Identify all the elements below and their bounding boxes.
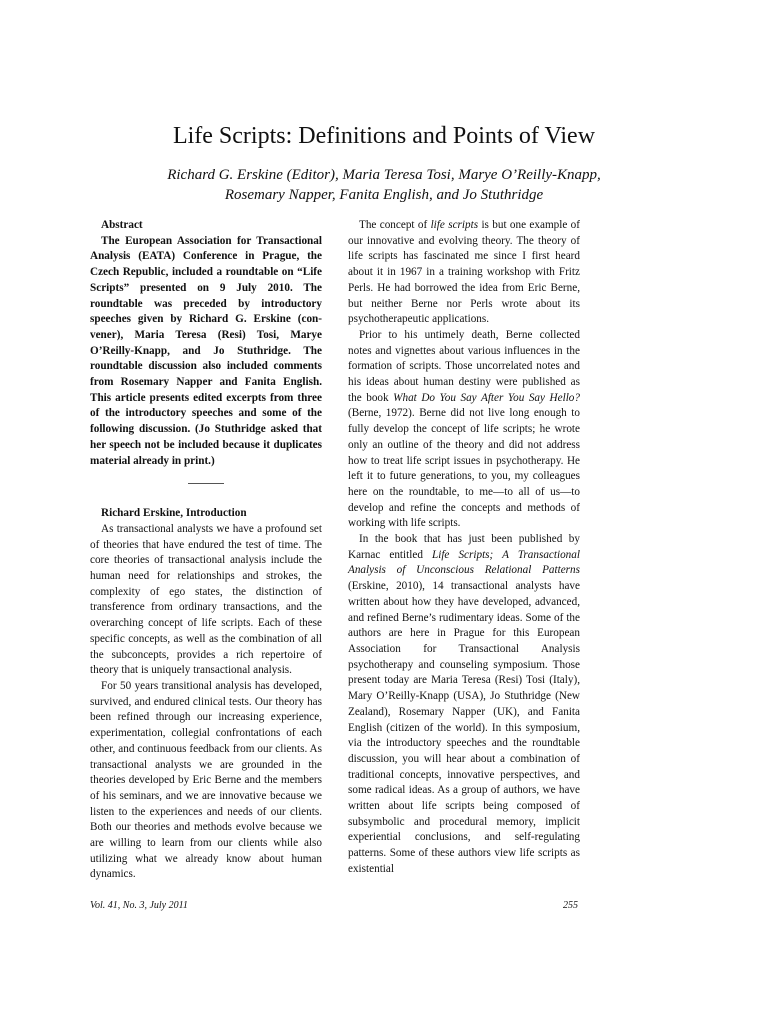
- section-heading: Richard Erskine, Introduction: [101, 507, 247, 520]
- body-paragraph: [348, 218, 580, 328]
- text-run: is but one example of our innovative and evolving theory. The theory of life scripts has fascinated me since I first heard about it in 1967 in a training workshop with Fritz Perls. He had borrowed the idea from Eric Berne, but neither Berne nor Perls wrote about its psychotherapeutic applications.: [348, 219, 580, 326]
- book-title: Life Scripts; A Transactional Analysis of Unconscious Relational Patterns: [348, 548, 580, 577]
- body-paragraph: [348, 328, 580, 532]
- body-paragraph: [348, 532, 580, 877]
- abstract-heading: Abstract: [101, 219, 143, 231]
- abstract-body: The European Association for Transactional Analysis (EATA) Conference in Prague, the Czech Republic, included a roundtable on “Life Scripts” presented on 9 July 2010. The roundtable was preceded by introductory speeches given by Richard G. Erskine (convener), Maria Teresa (Resi) Tosi, Marye O’Reilly-Knapp, and Jo Stuthridge. The roundtable discussion also included comments from Rosemary Napper and Fanita English. This article presents edited excerpts from three of the introductory speeches and some of the following discussion. (Jo Stuthridge asked that her speech not be included because it duplicates material already in print.): [90, 234, 322, 467]
- journal-issue-footer: Vol. 41, No. 3, July 2011: [90, 900, 188, 911]
- left-column: [90, 218, 322, 883]
- author-line-2: Rosemary Napper, Fanita English, and Jo Stuthridge: [224, 187, 544, 203]
- author-list: [90, 165, 678, 205]
- text-run: In the book that has just been published by Karnac entitled: [348, 533, 580, 561]
- author-line-1: Richard G. Erskine (Editor), Maria Teresa Tosi, Marye O’Reilly-Knapp,: [167, 167, 601, 183]
- article-title: Life Scripts: Definitions and Points of View: [172, 123, 596, 149]
- section-divider: [188, 483, 224, 484]
- text-run: The concept of: [359, 219, 431, 231]
- right-column: [348, 218, 580, 878]
- book-title: What Do You Say After You Say Hello?: [393, 391, 580, 404]
- body-paragraph: For 50 years transitional analysis has developed, survived, and endured clinical tests. Our theory has been refined through our increasing experience, experimentation, collegial confrontations of each other, and continuous feedback from our clients. As transactional analysts we are grounded in the theories developed by Eric Berne and the members of his seminars, and we are innovative because we listen to the experiences and needs of our clients. Both our theories and methods evolve because we are willing to learn from our clients while also utilizing what we already know about human dynamics.: [90, 679, 322, 881]
- italic-term: life scripts: [430, 219, 479, 231]
- text-run: Prior to his untimely death, Berne collected notes and vignettes about various influences in the formation of scripts. Those uncorrelated notes and his ideas about human destiny were published as the book: [348, 328, 580, 404]
- page-number: 255: [563, 900, 578, 911]
- text-run: (Berne, 1972). Berne did not live long enough to fully develop the concept of life scripts; he wrote only an outline of the theory and did not address how to treat life script issues in psychotherapy. He left it to future generations, to you, my colleagues here on the roundtable, to me—to all of us—to develop and refine the concepts and methods of working with life scripts.: [348, 407, 580, 530]
- text-run: (Erskine, 2010), 14 transactional analysts have written about how they have developed, advanced, and refined Berne’s rudimentary ideas. Some of the authors are here in Prague for this European Association for Transactional Analysis psychotherapy and counseling symposium. Those present today are Maria Teresa (Resi) Tosi (Italy), Mary O’Reilly-Knapp (USA), Jo Stuthridge (New Zealand), Rosemary Napper (UK), and Fanita English (citizen of the world). In this symposium, via the introductory speeches and the roundtable discussion, you will hear about a combination of traditional concepts, innovative perspectives, and some radical ideas. As a group of authors, we have written about life scripts being composed of subsymbolic and procedural memory, implicit experiential conclusions, and self-regulating patterns. Some of these authors view life scripts as existential: [348, 580, 580, 875]
- body-paragraph: As transactional analysts we have a profound set of theories that have endured the test of time. The core theories of transactional analysis include the human need for relationships and strokes, the complexity of ego states, the distinction of transference from ordinary transactions, and the overarching concept of life scripts. Each of these specific concepts, as well as the combination of all the subconcepts, provides a rich repertoire of theory that is uniquely transactional analysis.: [90, 522, 322, 677]
